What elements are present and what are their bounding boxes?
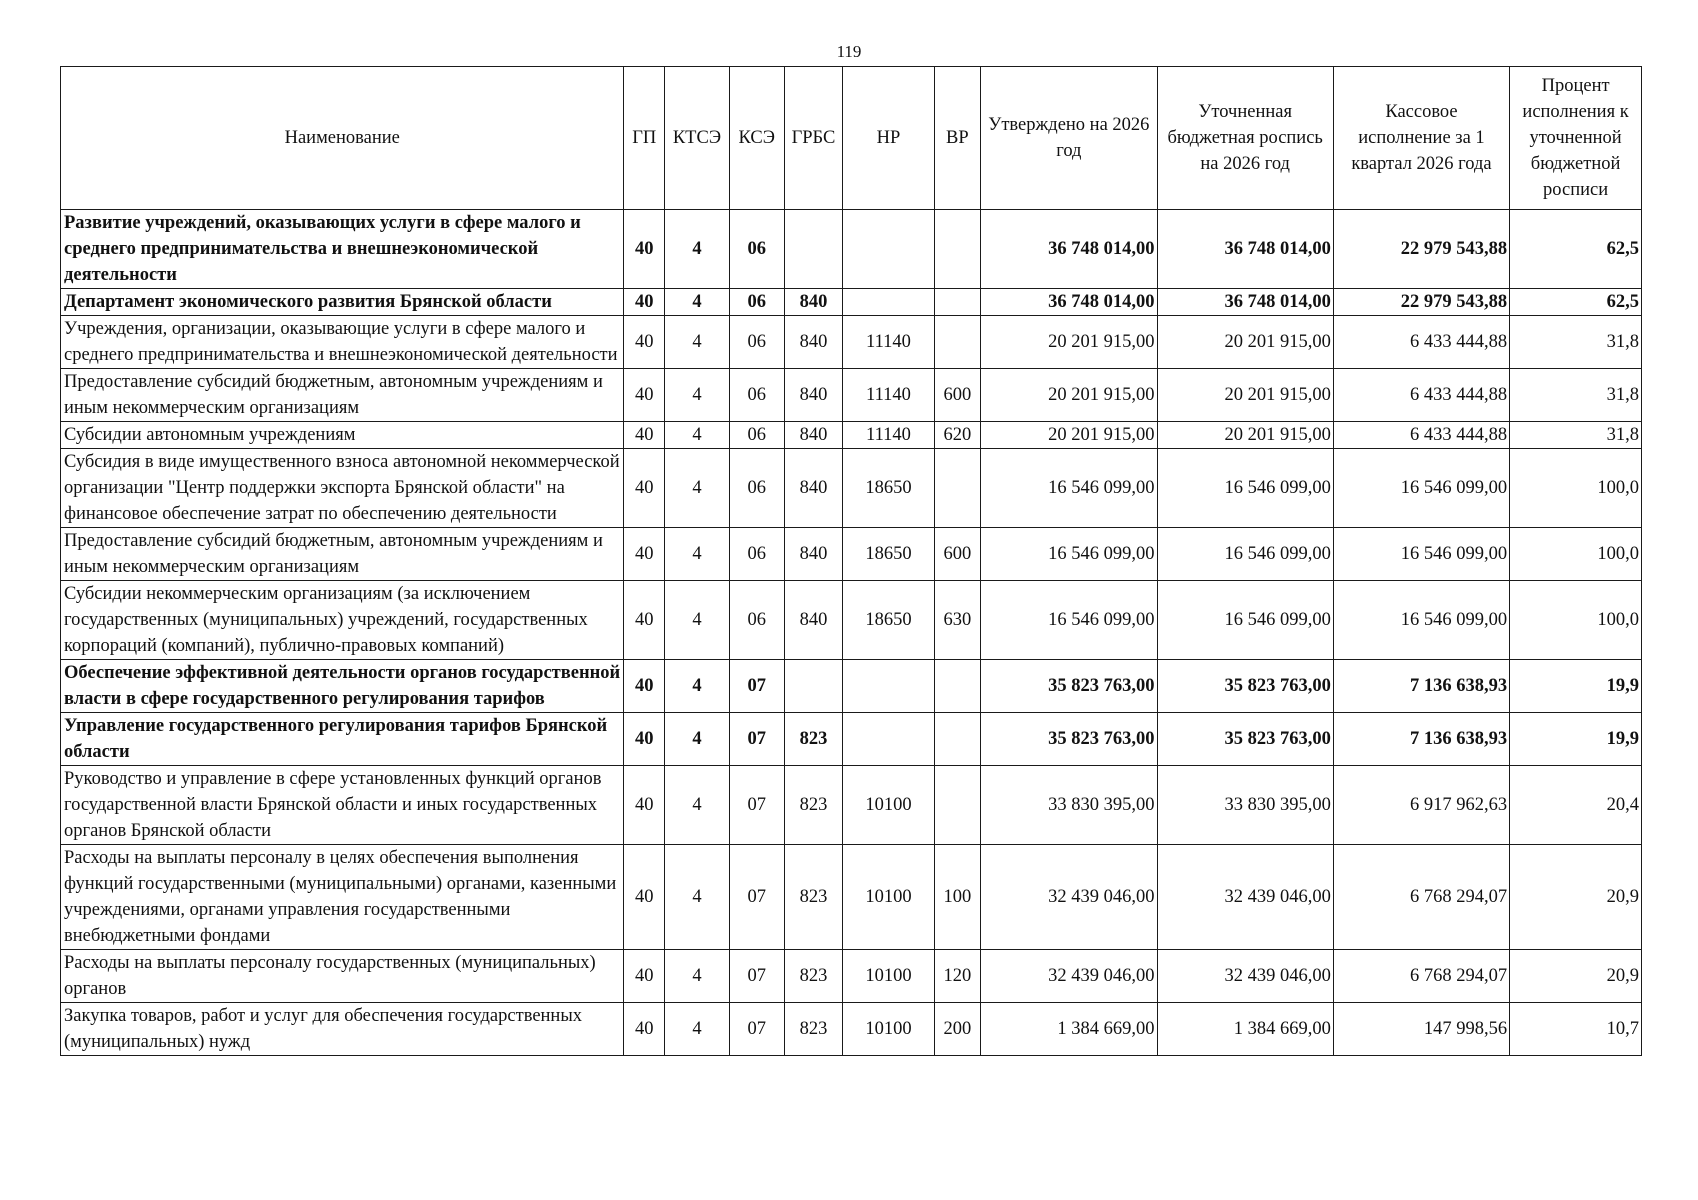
cell-gp: 40: [624, 369, 665, 422]
cell-refined: 20 201 915,00: [1157, 422, 1333, 449]
cell-cash: 7 136 638,93: [1333, 713, 1509, 766]
cell-refined: 36 748 014,00: [1157, 289, 1333, 316]
column-header-vr: ВР: [934, 67, 981, 210]
cell-nr: 10100: [843, 950, 934, 1003]
cell-vr: [934, 210, 981, 289]
cell-vr: 200: [934, 1003, 981, 1056]
cell-approved: 1 384 669,00: [981, 1003, 1157, 1056]
cell-ktse: 4: [665, 950, 730, 1003]
cell-name: Предоставление субсидий бюджетным, автономным учреждениям и иным некоммерческим организациям: [61, 528, 624, 581]
cell-vr: [934, 766, 981, 845]
cell-vr: 120: [934, 950, 981, 1003]
cell-grbs: 823: [784, 1003, 843, 1056]
cell-cash: 6 768 294,07: [1333, 845, 1509, 950]
cell-refined: 32 439 046,00: [1157, 845, 1333, 950]
table-row: [61, 581, 1642, 660]
cell-grbs: 823: [784, 713, 843, 766]
cell-nr: [843, 289, 934, 316]
cell-ktse: 4: [665, 766, 730, 845]
column-header-name: Наименование: [61, 67, 624, 210]
column-header-grbs: ГРБС: [784, 67, 843, 210]
cell-vr: [934, 316, 981, 369]
cell-cash: 16 546 099,00: [1333, 528, 1509, 581]
cell-nr: 11140: [843, 369, 934, 422]
cell-nr: [843, 713, 934, 766]
cell-approved: 16 546 099,00: [981, 581, 1157, 660]
cell-nr: [843, 660, 934, 713]
cell-ktse: 4: [665, 660, 730, 713]
cell-vr: 600: [934, 369, 981, 422]
cell-ktse: 4: [665, 422, 730, 449]
cell-percent: 62,5: [1510, 210, 1642, 289]
cell-grbs: 840: [784, 581, 843, 660]
cell-ktse: 4: [665, 316, 730, 369]
cell-gp: 40: [624, 210, 665, 289]
cell-kse: 07: [729, 713, 784, 766]
table-row: [61, 316, 1642, 369]
cell-gp: 40: [624, 1003, 665, 1056]
cell-gp: 40: [624, 766, 665, 845]
cell-gp: 40: [624, 713, 665, 766]
cell-refined: 16 546 099,00: [1157, 581, 1333, 660]
table-row: [61, 766, 1642, 845]
cell-name: Департамент экономического развития Брянской области: [61, 289, 624, 316]
cell-ktse: 4: [665, 449, 730, 528]
cell-refined: 20 201 915,00: [1157, 316, 1333, 369]
cell-ktse: 4: [665, 528, 730, 581]
cell-refined: 35 823 763,00: [1157, 660, 1333, 713]
cell-refined: 16 546 099,00: [1157, 449, 1333, 528]
cell-ktse: 4: [665, 210, 730, 289]
cell-nr: 18650: [843, 528, 934, 581]
cell-name: Обеспечение эффективной деятельности органов государственной власти в сфере государственного регулирования тарифов: [61, 660, 624, 713]
cell-nr: 11140: [843, 422, 934, 449]
cell-percent: 10,7: [1510, 1003, 1642, 1056]
cell-ktse: 4: [665, 845, 730, 950]
cell-vr: [934, 449, 981, 528]
table-row: [61, 289, 1642, 316]
cell-approved: 36 748 014,00: [981, 289, 1157, 316]
table-row: [61, 528, 1642, 581]
column-header-nr: НР: [843, 67, 934, 210]
cell-approved: 20 201 915,00: [981, 316, 1157, 369]
cell-cash: 147 998,56: [1333, 1003, 1509, 1056]
cell-gp: 40: [624, 528, 665, 581]
cell-approved: 16 546 099,00: [981, 449, 1157, 528]
cell-grbs: 840: [784, 289, 843, 316]
cell-nr: 18650: [843, 581, 934, 660]
cell-vr: [934, 713, 981, 766]
cell-kse: 07: [729, 845, 784, 950]
cell-percent: 31,8: [1510, 422, 1642, 449]
cell-percent: 100,0: [1510, 528, 1642, 581]
table-row: [61, 713, 1642, 766]
cell-cash: 6 433 444,88: [1333, 316, 1509, 369]
cell-nr: 10100: [843, 766, 934, 845]
cell-gp: 40: [624, 449, 665, 528]
cell-name: Развитие учреждений, оказывающих услуги в сфере малого и среднего предпринимательства и внешнеэкономической деятельности: [61, 210, 624, 289]
cell-cash: 6 433 444,88: [1333, 369, 1509, 422]
cell-gp: 40: [624, 845, 665, 950]
cell-cash: 22 979 543,88: [1333, 289, 1509, 316]
cell-name: Руководство и управление в сфере установленных функций органов государственной власти Брянской области и иных государственных органов Брянской области: [61, 766, 624, 845]
cell-vr: [934, 660, 981, 713]
cell-cash: 16 546 099,00: [1333, 581, 1509, 660]
cell-name: Предоставление субсидий бюджетным, автономным учреждениям и иным некоммерческим организациям: [61, 369, 624, 422]
cell-percent: 31,8: [1510, 316, 1642, 369]
table-row: [61, 950, 1642, 1003]
cell-kse: 07: [729, 1003, 784, 1056]
cell-grbs: [784, 210, 843, 289]
table-row: [61, 369, 1642, 422]
cell-name: Закупка товаров, работ и услуг для обеспечения государственных (муниципальных) нужд: [61, 1003, 624, 1056]
cell-nr: 11140: [843, 316, 934, 369]
cell-gp: 40: [624, 422, 665, 449]
cell-kse: 06: [729, 422, 784, 449]
cell-gp: 40: [624, 289, 665, 316]
cell-ktse: 4: [665, 713, 730, 766]
cell-refined: 20 201 915,00: [1157, 369, 1333, 422]
table-header-row: [61, 67, 1642, 210]
cell-grbs: 840: [784, 422, 843, 449]
cell-approved: 20 201 915,00: [981, 422, 1157, 449]
cell-approved: 35 823 763,00: [981, 660, 1157, 713]
cell-refined: 32 439 046,00: [1157, 950, 1333, 1003]
cell-approved: 35 823 763,00: [981, 713, 1157, 766]
table-row: [61, 210, 1642, 289]
cell-cash: 16 546 099,00: [1333, 449, 1509, 528]
cell-grbs: [784, 660, 843, 713]
cell-nr: 10100: [843, 845, 934, 950]
cell-cash: 6 917 962,63: [1333, 766, 1509, 845]
cell-ktse: 4: [665, 289, 730, 316]
cell-ktse: 4: [665, 581, 730, 660]
cell-approved: 36 748 014,00: [981, 210, 1157, 289]
cell-grbs: 823: [784, 845, 843, 950]
cell-grbs: 840: [784, 449, 843, 528]
cell-refined: 36 748 014,00: [1157, 210, 1333, 289]
column-header-ktse: КТСЭ: [665, 67, 730, 210]
cell-grbs: 823: [784, 950, 843, 1003]
cell-percent: 20,9: [1510, 845, 1642, 950]
cell-approved: 32 439 046,00: [981, 845, 1157, 950]
cell-kse: 07: [729, 950, 784, 1003]
cell-percent: 62,5: [1510, 289, 1642, 316]
cell-approved: 33 830 395,00: [981, 766, 1157, 845]
cell-name: Расходы на выплаты персоналу государственных (муниципальных) органов: [61, 950, 624, 1003]
cell-refined: 16 546 099,00: [1157, 528, 1333, 581]
column-header-percent: Процент исполнения к уточненной бюджетной росписи: [1510, 67, 1642, 210]
cell-name: Субсидия в виде имущественного взноса автономной некоммерческой организации "Центр поддержки экспорта Брянской области" на финансовое обеспечение затрат по обеспечению деятельности: [61, 449, 624, 528]
cell-vr: 600: [934, 528, 981, 581]
cell-name: Учреждения, организации, оказывающие услуги в сфере малого и среднего предпринимательства и внешнеэкономической деятельности: [61, 316, 624, 369]
cell-grbs: 840: [784, 369, 843, 422]
cell-percent: 31,8: [1510, 369, 1642, 422]
cell-grbs: 823: [784, 766, 843, 845]
table-row: [61, 660, 1642, 713]
cell-approved: 32 439 046,00: [981, 950, 1157, 1003]
column-header-gp: ГП: [624, 67, 665, 210]
cell-kse: 06: [729, 449, 784, 528]
cell-kse: 06: [729, 289, 784, 316]
cell-refined: 1 384 669,00: [1157, 1003, 1333, 1056]
cell-percent: 100,0: [1510, 581, 1642, 660]
cell-kse: 07: [729, 766, 784, 845]
cell-cash: 6 433 444,88: [1333, 422, 1509, 449]
cell-gp: 40: [624, 316, 665, 369]
cell-name: Субсидии некоммерческим организациям (за исключением государственных (муниципальных) учреждений, государственных корпораций (компаний), публично-правовых компаний): [61, 581, 624, 660]
cell-gp: 40: [624, 950, 665, 1003]
cell-nr: [843, 210, 934, 289]
cell-kse: 06: [729, 581, 784, 660]
cell-kse: 06: [729, 528, 784, 581]
cell-gp: 40: [624, 660, 665, 713]
cell-percent: 19,9: [1510, 660, 1642, 713]
column-header-cash: Кассовое исполнение за 1 квартал 2026 года: [1333, 67, 1509, 210]
cell-name: Расходы на выплаты персоналу в целях обеспечения выполнения функций государственными (муниципальными) органами, казенными учреждениями, органами управления государственными внебюджетными фондами: [61, 845, 624, 950]
column-header-approved: Утверждено на 2026 год: [981, 67, 1157, 210]
cell-grbs: 840: [784, 528, 843, 581]
cell-percent: 100,0: [1510, 449, 1642, 528]
column-header-kse: КСЭ: [729, 67, 784, 210]
cell-grbs: 840: [784, 316, 843, 369]
cell-approved: 20 201 915,00: [981, 369, 1157, 422]
cell-nr: 18650: [843, 449, 934, 528]
cell-nr: 10100: [843, 1003, 934, 1056]
table-body: [61, 210, 1642, 1056]
cell-cash: 7 136 638,93: [1333, 660, 1509, 713]
cell-cash: 22 979 543,88: [1333, 210, 1509, 289]
cell-vr: [934, 289, 981, 316]
cell-approved: 16 546 099,00: [981, 528, 1157, 581]
table-row: [61, 1003, 1642, 1056]
cell-kse: 06: [729, 316, 784, 369]
cell-percent: 20,9: [1510, 950, 1642, 1003]
table-row: [61, 845, 1642, 950]
cell-name: Субсидии автономным учреждениям: [61, 422, 624, 449]
budget-table: [60, 66, 1642, 1056]
cell-kse: 06: [729, 210, 784, 289]
cell-kse: 07: [729, 660, 784, 713]
cell-cash: 6 768 294,07: [1333, 950, 1509, 1003]
page-number: 119: [836, 42, 862, 61]
cell-vr: 630: [934, 581, 981, 660]
cell-ktse: 4: [665, 1003, 730, 1056]
cell-percent: 20,4: [1510, 766, 1642, 845]
cell-name: Управление государственного регулирования тарифов Брянской области: [61, 713, 624, 766]
cell-refined: 35 823 763,00: [1157, 713, 1333, 766]
cell-refined: 33 830 395,00: [1157, 766, 1333, 845]
cell-vr: 100: [934, 845, 981, 950]
cell-ktse: 4: [665, 369, 730, 422]
cell-percent: 19,9: [1510, 713, 1642, 766]
table-row: [61, 449, 1642, 528]
cell-vr: 620: [934, 422, 981, 449]
cell-gp: 40: [624, 581, 665, 660]
cell-kse: 06: [729, 369, 784, 422]
table-row: [61, 422, 1642, 449]
column-header-refined: Уточненная бюджетная роспись на 2026 год: [1157, 67, 1333, 210]
